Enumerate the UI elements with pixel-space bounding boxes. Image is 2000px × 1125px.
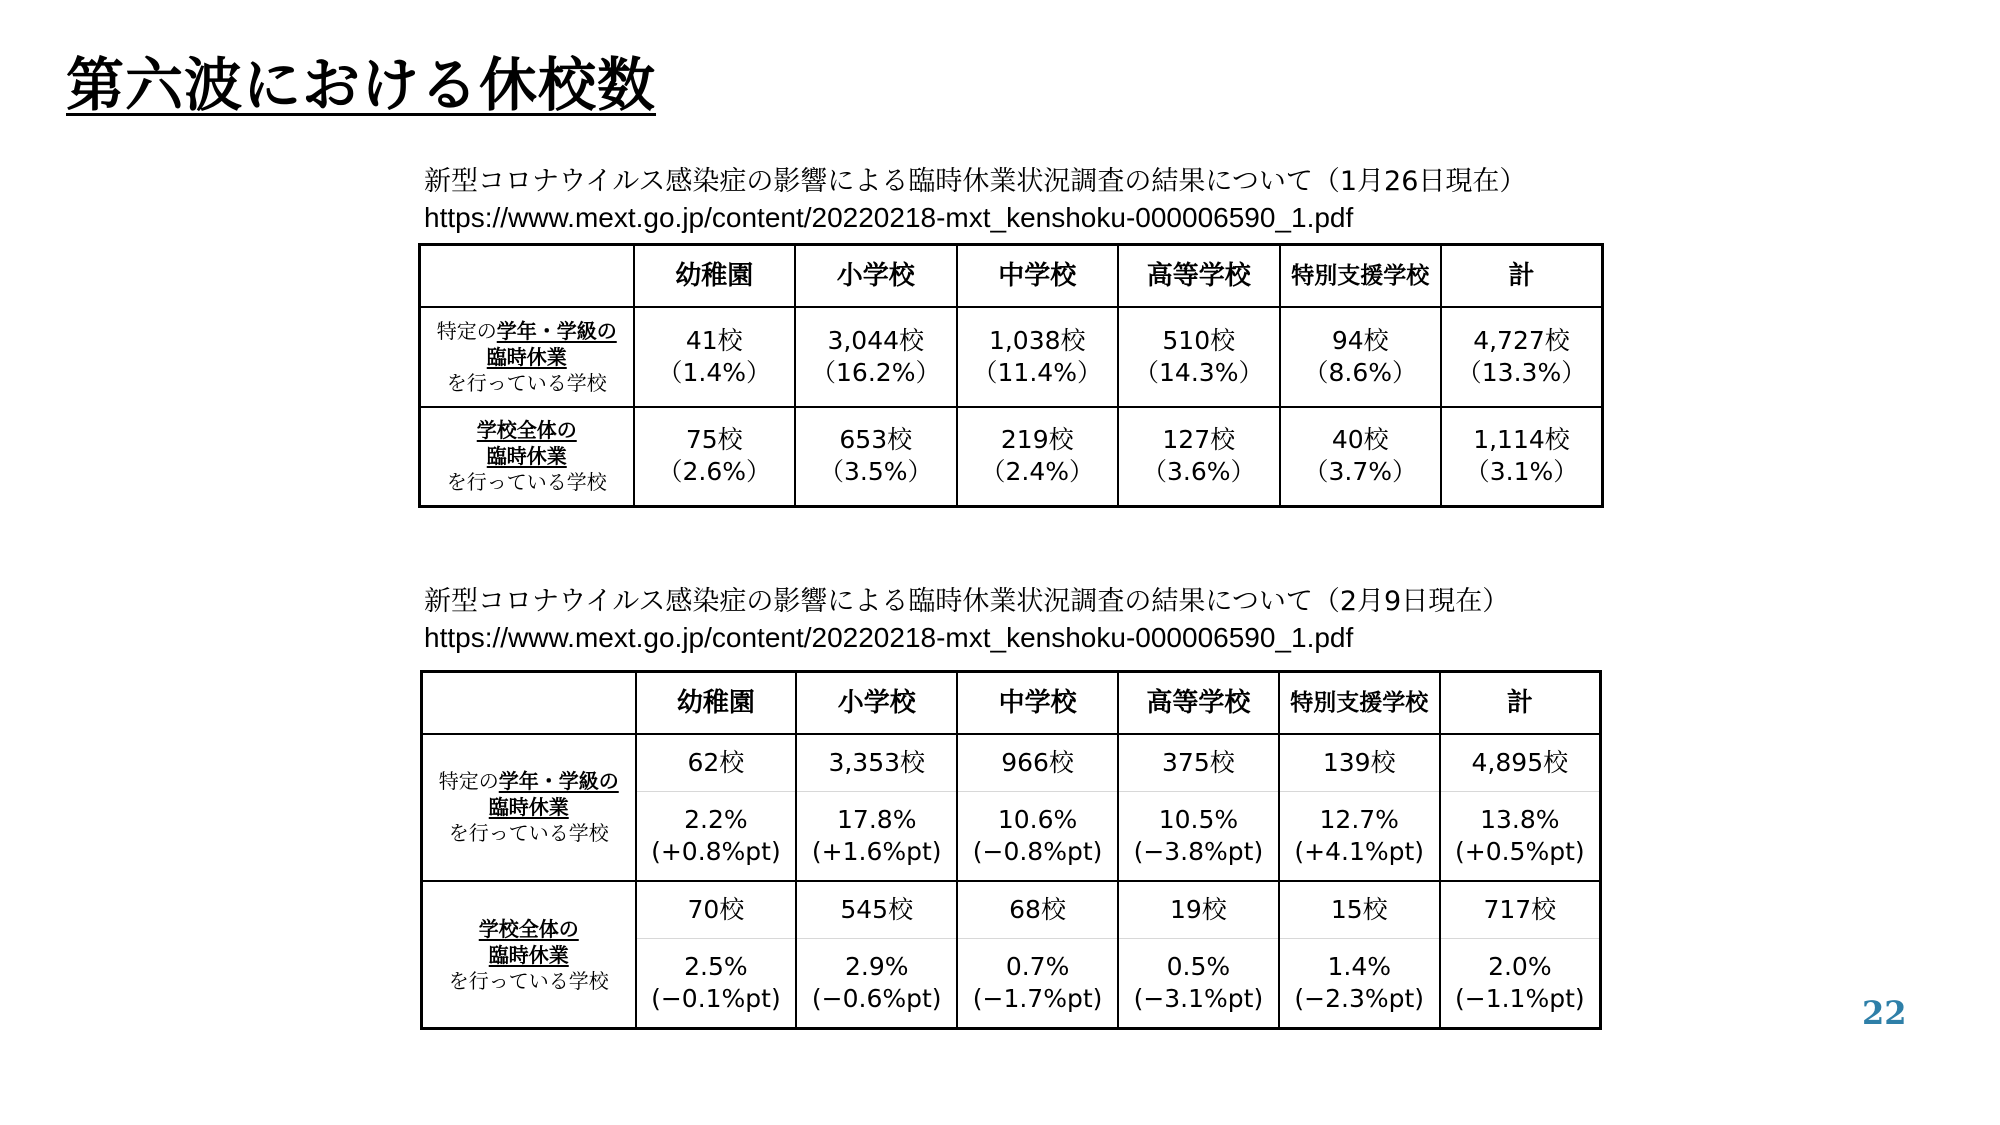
table1-caption-title: 新型コロナウイルス感染症の影響による臨時休業状況調査の結果について（1月26日現在）: [424, 166, 1527, 197]
pct-cell: 13.8% (+0.5%pt): [1440, 791, 1601, 881]
data-cell: 1,114校 （3.1%）: [1441, 407, 1603, 507]
table2-source-url[interactable]: https://www.mext.go.jp/content/20220218-mxt_kenshoku-000006590_1.pdf: [424, 622, 1354, 653]
table2-header: 計: [1440, 672, 1601, 734]
data-cell: 75校 （2.6%）: [634, 407, 796, 507]
table2-header: 特別支援学校: [1279, 672, 1440, 734]
pct-cell: 2.5% (−0.1%pt): [636, 939, 797, 1029]
row-label: 学校全体の 臨時休業 を行っている学校: [420, 407, 634, 507]
table1-header: 幼稚園: [634, 245, 796, 307]
pct-cell: 10.6% (−0.8%pt): [957, 791, 1118, 881]
count-cell: 545校: [796, 881, 957, 939]
page-number: 22: [1862, 994, 1907, 1032]
row-label: 特定の学年・学級の 臨時休業 を行っている学校: [420, 307, 634, 407]
table1-header: 高等学校: [1118, 245, 1280, 307]
pct-cell: 17.8% (+1.6%pt): [796, 791, 957, 881]
table1-header: 計: [1441, 245, 1603, 307]
table1-header: 小学校: [795, 245, 957, 307]
pct-cell: 1.4% (−2.3%pt): [1279, 939, 1440, 1029]
table1-header-row: [420, 245, 1603, 307]
count-cell: 19校: [1118, 881, 1279, 939]
table-row: [420, 307, 1603, 407]
row-label: 特定の学年・学級の 臨時休業 を行っている学校: [422, 734, 636, 882]
table2-header-row: [422, 672, 1601, 734]
table2-header: 小学校: [796, 672, 957, 734]
table2-corner-cell: [422, 672, 636, 734]
data-cell: 40校 （3.7%）: [1280, 407, 1442, 507]
count-cell: 15校: [1279, 881, 1440, 939]
data-cell: 510校 （14.3%）: [1118, 307, 1280, 407]
table1: [418, 243, 1604, 508]
pct-cell: 0.5% (−3.1%pt): [1118, 939, 1279, 1029]
count-cell: 717校: [1440, 881, 1601, 939]
count-cell: 375校: [1118, 734, 1279, 792]
table1-caption: [424, 164, 1526, 236]
data-cell: 41校 （1.4%）: [634, 307, 796, 407]
table1-header: 特別支援学校: [1280, 245, 1442, 307]
pct-cell: 10.5% (−3.8%pt): [1118, 791, 1279, 881]
pct-cell: 2.0% (−1.1%pt): [1440, 939, 1601, 1029]
data-cell: 3,044校 （16.2%）: [795, 307, 957, 407]
table1-header: 中学校: [957, 245, 1119, 307]
table2-caption: [424, 584, 1509, 656]
count-cell: 966校: [957, 734, 1118, 792]
table2-caption-title: 新型コロナウイルス感染症の影響による臨時休業状況調査の結果について（2月9日現在）: [424, 586, 1510, 617]
table2-header: 高等学校: [1118, 672, 1279, 734]
table1-source-url[interactable]: https://www.mext.go.jp/content/20220218-mxt_kenshoku-000006590_1.pdf: [424, 202, 1354, 233]
pct-cell: 2.2% (+0.8%pt): [636, 791, 797, 881]
pct-cell: 2.9% (−0.6%pt): [796, 939, 957, 1029]
count-cell: 68校: [957, 881, 1118, 939]
table2-header: 幼稚園: [636, 672, 797, 734]
data-cell: 4,727校 （13.3%）: [1441, 307, 1603, 407]
row-label: 学校全体の 臨時休業 を行っている学校: [422, 881, 636, 1029]
page-title: 第六波における休校数: [66, 51, 657, 119]
count-cell: 139校: [1279, 734, 1440, 792]
table2-header: 中学校: [957, 672, 1118, 734]
table1-corner-cell: [420, 245, 634, 307]
data-cell: 219校 （2.4%）: [957, 407, 1119, 507]
data-cell: 653校 （3.5%）: [795, 407, 957, 507]
table-row: [420, 407, 1603, 507]
table-row: [422, 734, 1601, 792]
table-row: [422, 881, 1601, 939]
data-cell: 1,038校 （11.4%）: [957, 307, 1119, 407]
pct-cell: 12.7% (+4.1%pt): [1279, 791, 1440, 881]
data-cell: 127校 （3.6%）: [1118, 407, 1280, 507]
pct-cell: 0.7% (−1.7%pt): [957, 939, 1118, 1029]
table2: [420, 670, 1602, 1030]
count-cell: 3,353校: [796, 734, 957, 792]
data-cell: 94校 （8.6%）: [1280, 307, 1442, 407]
count-cell: 70校: [636, 881, 797, 939]
count-cell: 4,895校: [1440, 734, 1601, 792]
count-cell: 62校: [636, 734, 797, 792]
